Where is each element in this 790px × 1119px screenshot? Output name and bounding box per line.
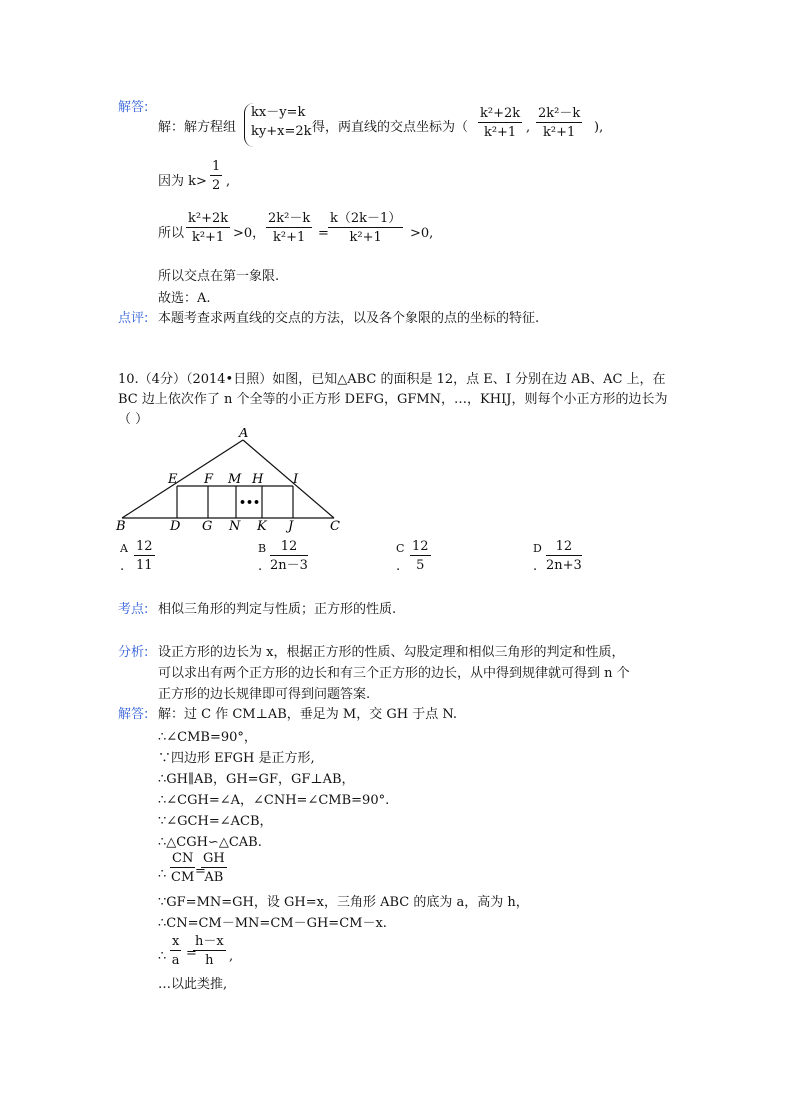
- fenxi-label: 分析:: [118, 645, 149, 660]
- fraction-denominator: k²+1: [272, 230, 306, 245]
- answer-q10-line7: ∴△CGH∽△CAB.: [158, 835, 262, 850]
- triangle-squares-figure: [112, 428, 352, 538]
- fraction-x-a: [170, 935, 181, 967]
- option-b-letter: B: [258, 542, 267, 555]
- option-d-fraction: [546, 540, 582, 572]
- point-label-a: A: [239, 428, 249, 441]
- equals-sign: =: [318, 226, 329, 241]
- option-c-letter: C: [396, 542, 405, 555]
- point-label-k: K: [257, 519, 267, 534]
- fraction-denominator: 2n－3: [270, 558, 308, 573]
- fenxi-line3: 正方形的边长规律即可得到问题答案.: [158, 687, 371, 702]
- answer-q10-line5: ∴∠CGH=∠A，∠CNH=∠CMB=90°.: [158, 793, 390, 808]
- option-b-fraction: [270, 540, 308, 572]
- answer-q10-line10: ∴CN=CM－MN=CM－GH=CM－x.: [158, 916, 387, 931]
- answer-q9-line1-prefix: 解：解方程组: [158, 120, 237, 135]
- fraction-numerator: k（2k－1）: [330, 211, 402, 226]
- fraction-numerator: CN: [172, 851, 194, 866]
- answer-q9-line5: 故选：A.: [158, 291, 211, 306]
- fraction-numerator: k²+2k: [480, 106, 521, 121]
- point-label-h: H: [252, 472, 264, 487]
- fraction-line3-1: [186, 212, 230, 244]
- equation-1: kx－y=k: [251, 105, 306, 120]
- fraction-denominator: 11: [136, 558, 153, 573]
- fraction-numerator: h－x: [195, 934, 224, 949]
- answer-q10-line8-prefix: ∴: [158, 867, 167, 882]
- point-label-c: C: [330, 519, 340, 534]
- equals-sign: =: [186, 946, 197, 961]
- fraction-denominator: k²+1: [483, 125, 517, 140]
- answer-q10-line1: 解：过 C 作 CM⊥AB，垂足为 M，交 GH 于点 N.: [158, 707, 458, 722]
- kaodian-label: 考点:: [118, 602, 149, 617]
- fraction-denominator: CM: [171, 870, 195, 885]
- option-d-dot: .: [533, 559, 538, 574]
- fraction-numerator: 2k²－k: [268, 211, 311, 226]
- option-b-dot: .: [258, 559, 263, 574]
- answer-q10-line4: ∴GH∥AB，GH=GF，GF⊥AB，: [158, 772, 355, 787]
- answer-q9-line2-prefix: 因为 k>: [158, 174, 207, 189]
- fraction-hx-h: [193, 935, 226, 967]
- ellipsis-squares: •••: [239, 496, 261, 509]
- answer-q10-line12: …以此类推,: [158, 977, 228, 992]
- answer-q9-line1-end: ),: [594, 120, 604, 135]
- fraction-y-coordinate: [536, 107, 582, 139]
- fenxi-line2: 可以求出有两个正方形的边长和有三个正方形的边长，从中得到规律就可得到 n 个: [158, 666, 630, 681]
- fraction-denominator: AB: [204, 870, 224, 885]
- point-label-d: D: [170, 519, 181, 534]
- fraction-one-half: [210, 160, 222, 192]
- point-label-j: J: [288, 519, 294, 534]
- fraction-denominator: 5: [416, 558, 425, 573]
- answer-q10-line11-prefix: ∴: [158, 949, 167, 964]
- equals-sign: =: [195, 864, 206, 879]
- answer-q9-line3-end: >0,: [410, 226, 434, 241]
- fraction-numerator: 1: [212, 159, 221, 174]
- fraction-cn-cm: [170, 852, 195, 884]
- fraction-gh-ab: [201, 852, 227, 884]
- point-label-f: F: [204, 472, 214, 487]
- question-10-line2: BC 边上依次作了 n 个全等的小正方形 DEFG，GFMN，…，KHIJ，则每个小正方形的边长为: [118, 392, 668, 407]
- answer-q9-line3-mid: >0，: [233, 226, 266, 241]
- answer-label-q9: 解答:: [118, 100, 149, 115]
- comment-label-q9: 点评:: [118, 311, 149, 326]
- answer-q10-line6: ∵∠GCH=∠ACB，: [158, 814, 273, 829]
- point-label-b: B: [116, 519, 126, 534]
- point-label-e: E: [168, 472, 178, 487]
- option-a-fraction: [134, 540, 155, 572]
- answer-q10-line11-end: ,: [229, 949, 234, 964]
- segment-ab: [122, 440, 243, 518]
- fraction-line3-3: [328, 212, 403, 244]
- fraction-denominator: k²+1: [349, 230, 382, 245]
- option-c-fraction: [410, 540, 431, 572]
- option-a-letter: A: [120, 542, 128, 555]
- comma: ,: [526, 120, 531, 135]
- answer-q10-line9: ∵GF=MN=GH，设 GH=x，三角形 ABC 的底为 a，高为 h，: [158, 895, 529, 910]
- kaodian-text: 相似三角形的判定与性质；正方形的性质.: [158, 602, 397, 617]
- fraction-x-coordinate: [478, 107, 522, 139]
- answer-q9-line4: 所以交点在第一象限.: [158, 269, 280, 284]
- fraction-numerator: 12: [136, 539, 153, 554]
- option-d-letter: D: [533, 542, 542, 555]
- equation-2: ky+x=2k: [251, 124, 312, 139]
- point-label-m: M: [228, 472, 242, 487]
- option-c-dot: .: [396, 559, 401, 574]
- fraction-numerator: k²+2k: [188, 211, 229, 226]
- fraction-denominator: 2n+3: [546, 558, 582, 573]
- point-label-n: N: [229, 519, 241, 534]
- question-10-line1: 10.（4分）（2014•日照）如图，已知△ABC 的面积是 12，点 E、I 分别在边 AB、AC 上，在: [118, 372, 666, 387]
- answer-q10-line3: ∵四边形 EFGH 是正方形,: [158, 751, 315, 766]
- fraction-numerator: 12: [546, 540, 582, 556]
- fraction-numerator: x: [172, 934, 180, 949]
- fraction-numerator: 12: [270, 540, 308, 556]
- answer-q9-line1-mid: 得，两直线的交点坐标为（: [312, 120, 469, 135]
- fraction-numerator: 2k²－k: [538, 106, 581, 121]
- equation-system: [244, 103, 312, 147]
- fenxi-line1: 设正方形的边长为 x，根据正方形的性质、勾股定理和相似三角形的判定和性质，: [158, 645, 625, 660]
- fraction-numerator: GH: [203, 851, 225, 866]
- answer-label-q10: 解答:: [118, 707, 149, 722]
- fraction-denominator: a: [171, 953, 180, 968]
- fraction-denominator: h: [205, 953, 214, 968]
- comment-text-q9: 本题考查求两直线的交点的方法，以及各个象限的点的坐标的特征.: [158, 311, 540, 326]
- fraction-denominator: k²+1: [191, 230, 225, 245]
- option-a-dot: .: [120, 559, 125, 574]
- fraction-numerator: 12: [412, 539, 429, 554]
- answer-q10-line2: ∴∠CMB=90°，: [158, 730, 257, 745]
- answer-q9-line2-end: ,: [226, 174, 231, 189]
- answer-q9-line3-prefix: 所以: [158, 226, 185, 241]
- fraction-denominator: k²+1: [542, 125, 576, 140]
- fraction-line3-2: [266, 212, 312, 244]
- point-label-i: I: [293, 472, 299, 487]
- point-label-g: G: [202, 519, 213, 534]
- question-10-line3: （ ）: [118, 412, 149, 427]
- fraction-denominator: 2: [212, 178, 221, 193]
